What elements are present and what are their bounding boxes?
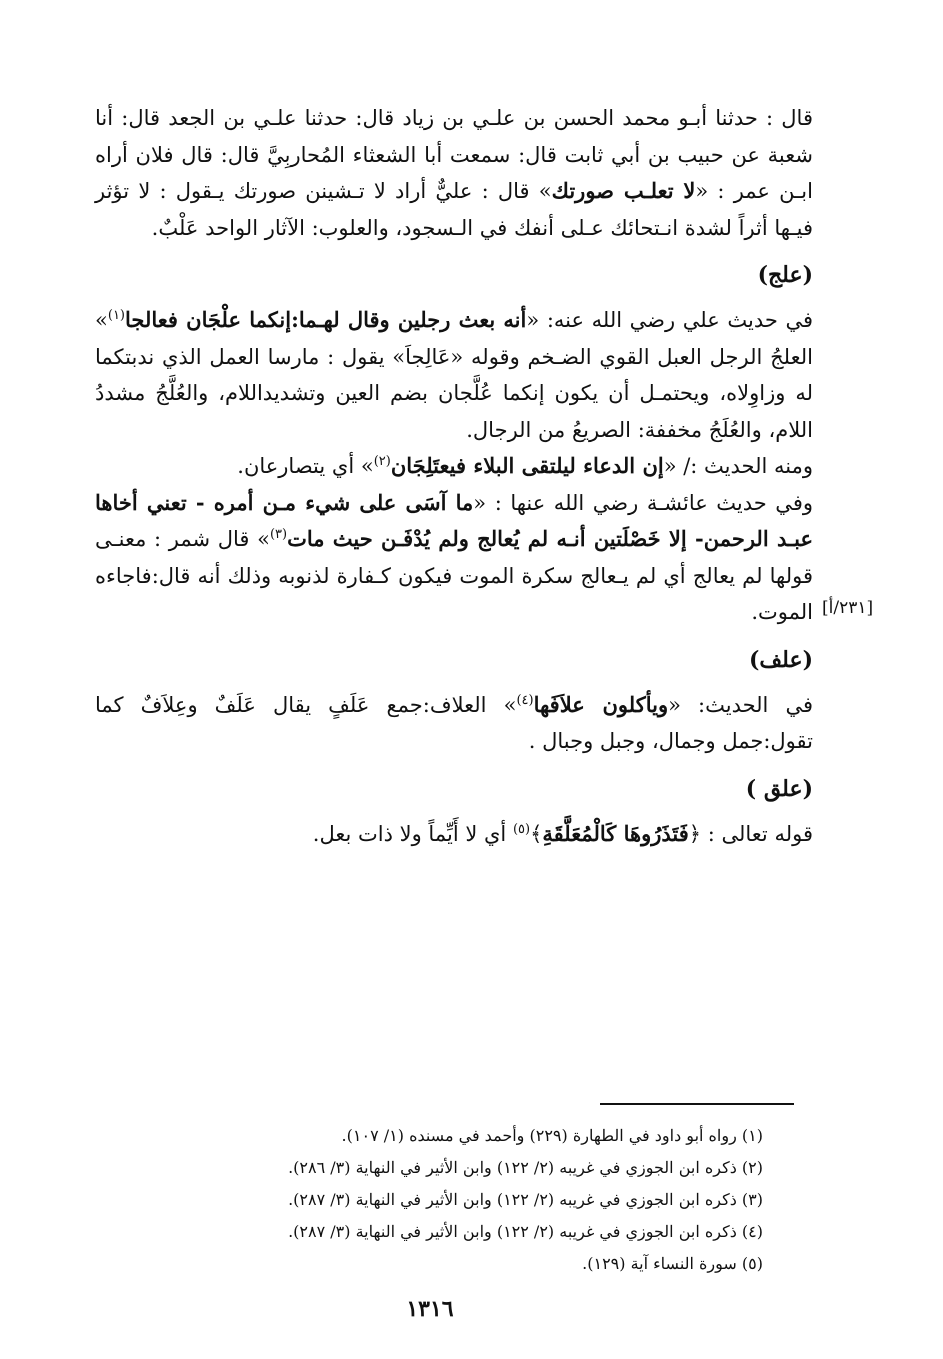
text-run: ومنه الحديث :/ « [663, 454, 813, 478]
entry-heading-ilf: (علف) [748, 646, 813, 673]
entry-heading-ilj: (علج) [757, 262, 813, 288]
paragraph-opening [95, 100, 813, 246]
footnote-2: (٢) ذكره ابن الجوزي في غريبه (٢/ ١٢٢) وابن الأثير في النهاية (٣/ ٢٨٦). [288, 1158, 763, 1177]
footnote-separator [600, 1103, 794, 1105]
hadith-quote: أنه بعث رجلين وقال لهـما:إنكما علْجَان فعالجا [125, 307, 527, 332]
footnote-3: (٣) ذكره ابن الجوزي في غريبه (٢/ ١٢٢) وابن الأثير في النهاية (٣/ ٢٨٧). [288, 1190, 763, 1209]
paragraph-ilj-2 [95, 448, 813, 485]
footnote-ref: (٥) [512, 821, 531, 837]
footnotes [180, 1120, 763, 1280]
text-run: » قال شمر : معنـى قولها لم يعالج أي لم يـعالج سكرة الموت فيكون كـفارة لذنوبه وذلك أنه قال:فاجاءه الموت. [95, 527, 813, 624]
text-run: وفي حديث عائشـة رضي الله عنها : « [473, 490, 813, 515]
text-run: ﴾ [530, 821, 543, 846]
paragraph-ilf [95, 687, 813, 760]
hadith-quote: لا تعلـب صورتك [551, 178, 696, 203]
entry-heading-ilq: (علق ) [745, 775, 813, 802]
text-run: » العلجُ الرجل العبل القوي الضـخم وقوله «عَالِجاَ» يقول : مارسا العمل الذي ندبتكما له وزاوِلاه، ويحتمـل أن يكون إنكما عُلَّجان بضم العين وتشديداللام، والعُلَّجُ مشددُ اللام، والعُلَجُ مخففة: الصريعُ من الرجال. [95, 308, 813, 442]
text-run: في حديث علي رضي الله عنه: « [526, 308, 813, 332]
text-run: قال : حدثنا أبـو محمد الحسن بن علـي بن زياد قال: حدثنا علـي بن الجعد قال: أنا شعبة عن حبيب بن أبي ثابت قال: سمعت أبا الشعثاء المُحاربِيَّ قال: قال فلان أراه ابـن عمر : « [95, 106, 813, 203]
paragraph-ilj-1 [95, 302, 813, 448]
text-run: » العلاف:جمع عَلَفٍ يقال عَلَفٌ وعِلاَفٌ كما تقول:جمل وجمال، وجبل وجبال . [95, 692, 813, 753]
hadith-quote: إن الدعاء ليلتقى البلاء فيعتَلِجَان [390, 453, 664, 478]
footnote-ref: (١) [107, 308, 125, 323]
footnote-ref: (٢) [373, 454, 391, 469]
hadith-quote: ويأكلون علاَفَها [533, 691, 669, 717]
paragraph-ilj-3 [95, 485, 813, 631]
paragraph-ilq [95, 816, 813, 853]
text-run: » قال : عليٌّ أراد لا تـشينن صورتك يـقول : لا تؤثر فيـها أثراً لشدة انـتحائك عـلى أنفك في الـسجود، والعلوب: الآثار الواحد عَلْبٌ. [95, 179, 813, 240]
hadith-quote: ما آسَى على شيء مـن أمره - تعني أخاها عبـد الرحمن- إلا خَصْلَتين أنـه لم يُعالج ولم يُدْفَـن حيث مات [95, 489, 813, 551]
footnote-4: (٤) ذكره ابن الجوزي في غريبه (٢/ ١٢٢) وابن الأثير في النهاية (٣/ ٢٨٧). [288, 1222, 763, 1241]
footnote-1: (١) رواه أبو داود في الطهارة (٢٢٩) وأحمد في مسنده (١/ ١٠٧). [341, 1126, 763, 1145]
text-run: » أي يتصارعان. [237, 454, 374, 478]
manuscript-folio-note: [٢٣١/أ] [822, 598, 874, 618]
footnote-ref: (٣) [269, 527, 288, 542]
page-number: ١٣١٦ [406, 1296, 454, 1322]
text-run: في الحديث: « [668, 692, 813, 717]
text-run: قوله تعالى : ﴿ [688, 821, 813, 846]
quran-quote: فَتَذَرُوهَا كَالْمُعَلَّقَةِ [542, 820, 689, 846]
text-run: أي لا أَيِّماً ولا ذات بعل. [312, 821, 513, 846]
footnote-5: (٥) سورة النساء آية (١٢٩). [582, 1254, 763, 1273]
main-text [95, 100, 813, 852]
footnote-ref: (٤) [516, 692, 534, 708]
